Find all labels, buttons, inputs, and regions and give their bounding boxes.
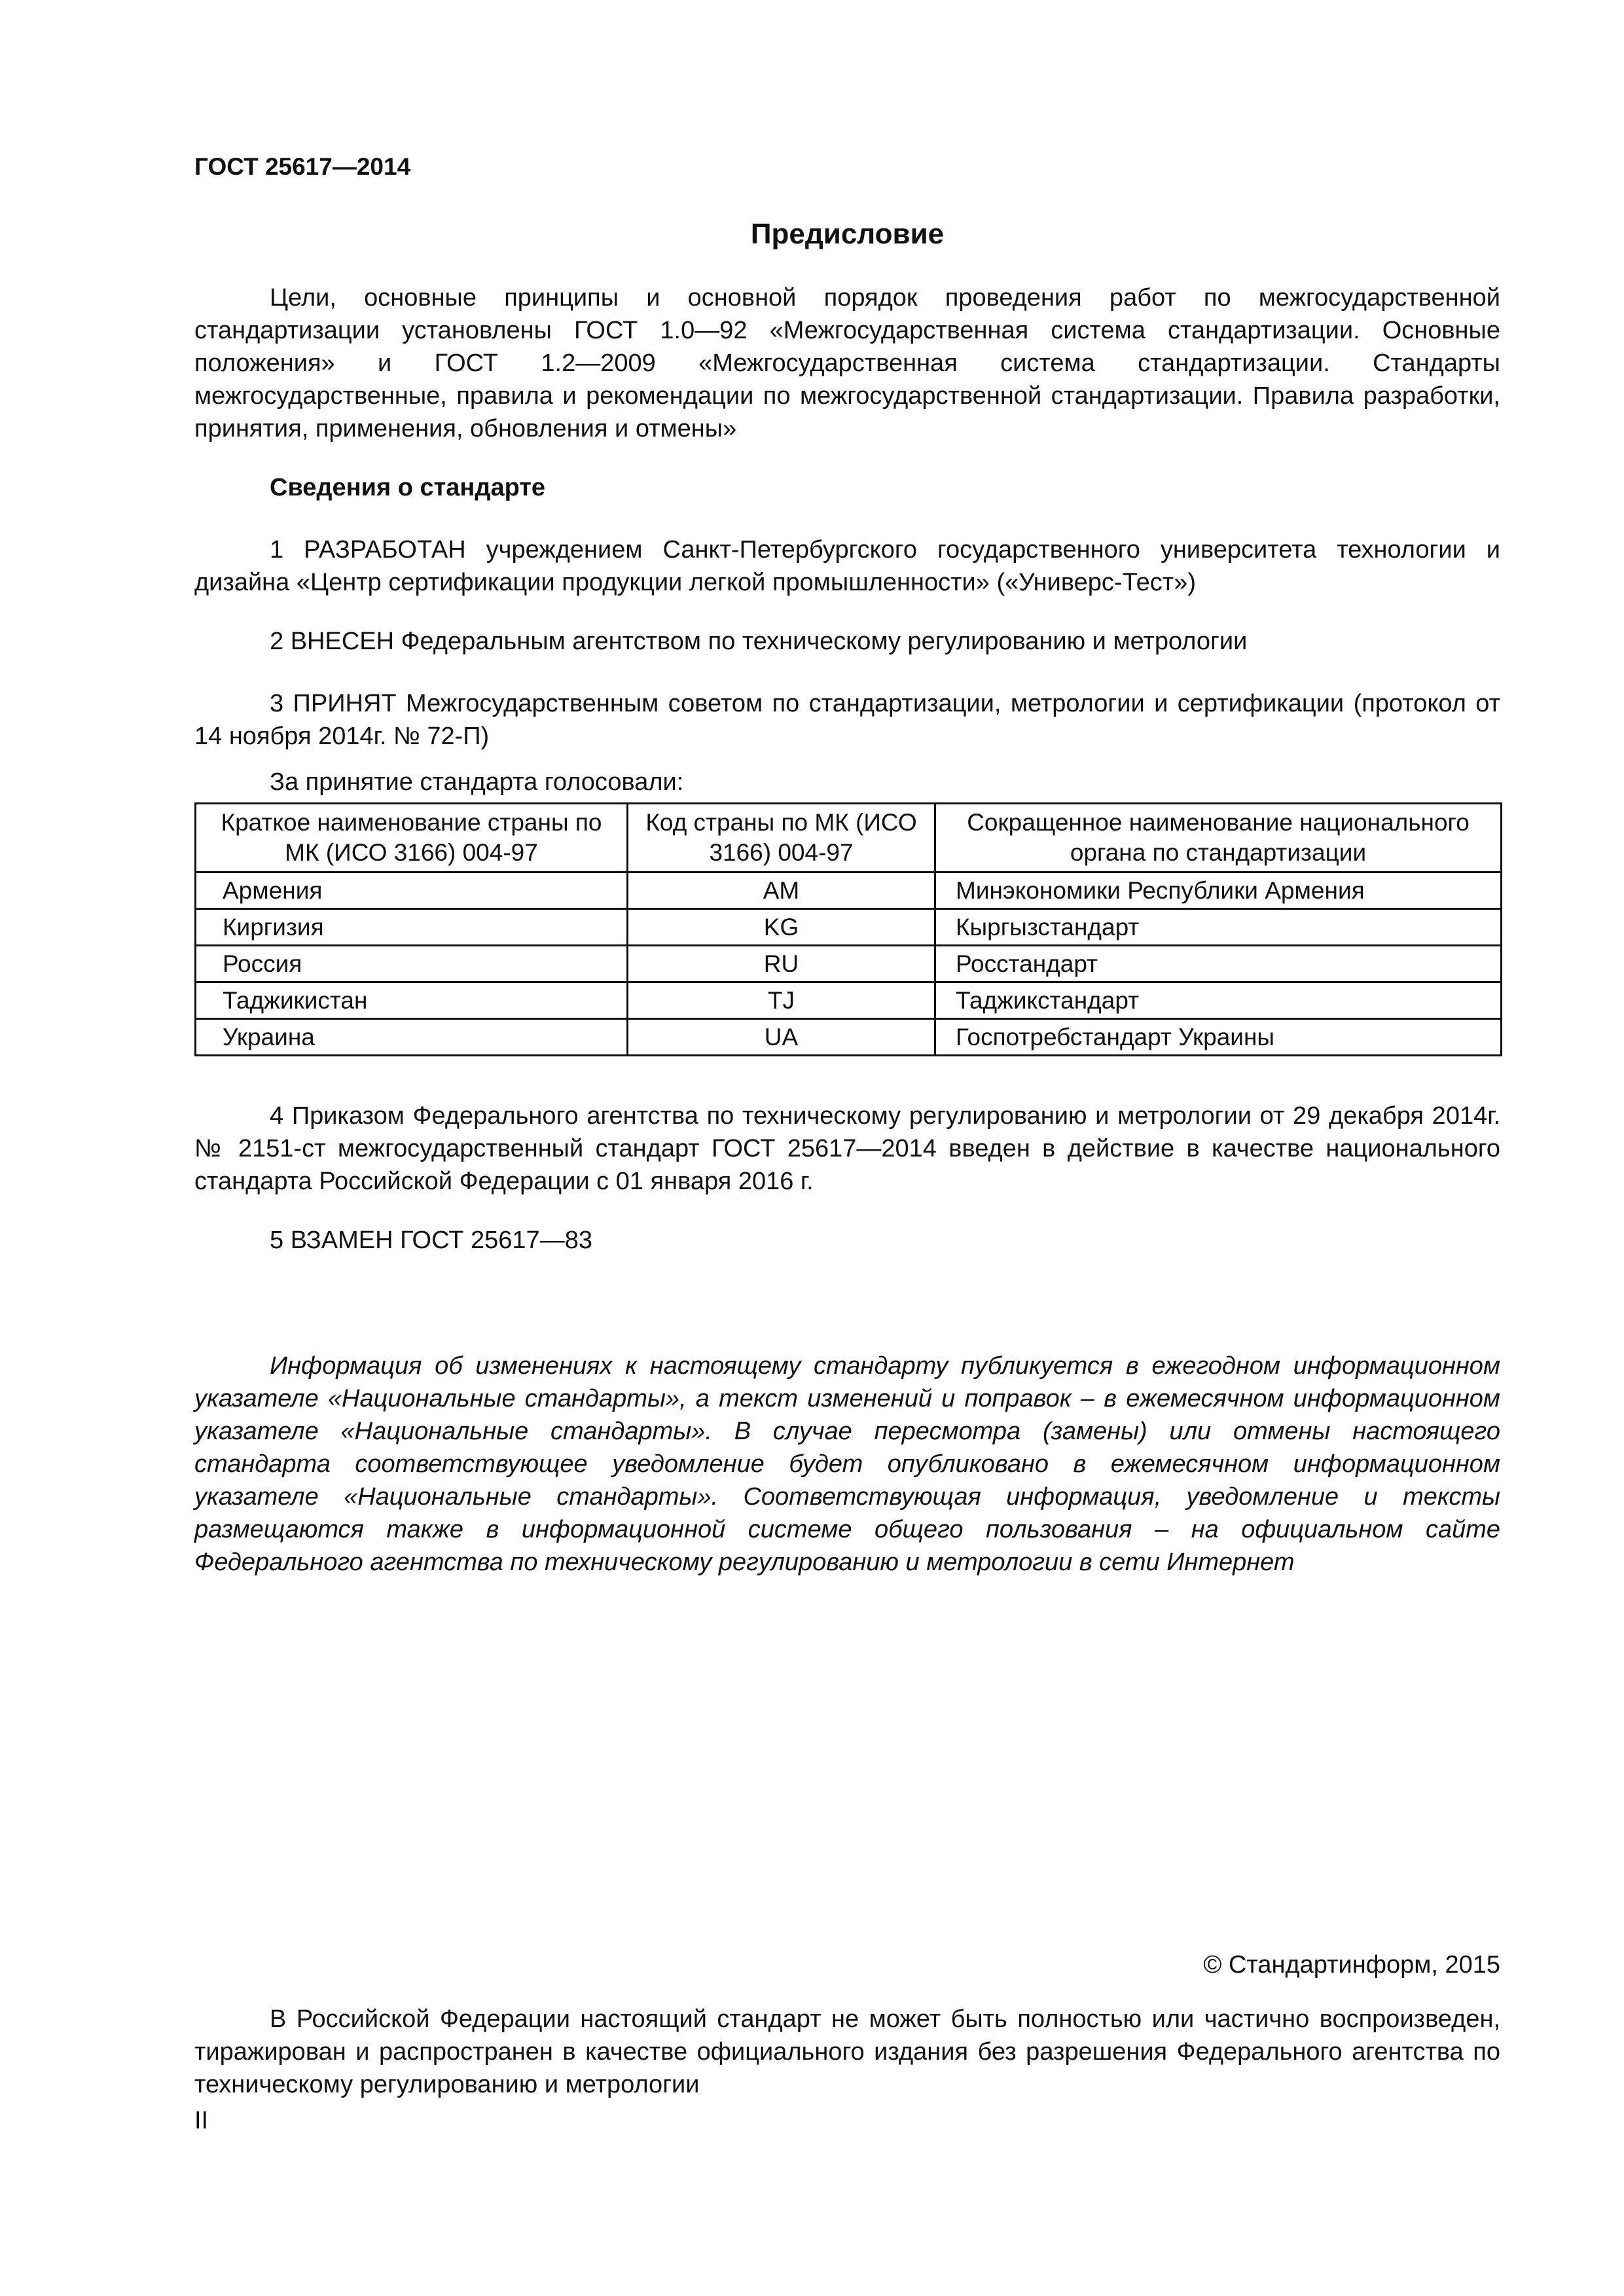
country-name-cell: Россия bbox=[196, 946, 628, 982]
standards-body-cell: Таджикстандарт bbox=[935, 982, 1502, 1019]
page-title: Предисловие bbox=[750, 218, 945, 250]
country-code-cell: AM bbox=[628, 872, 935, 909]
column-header-country-name: Краткое наименование страны по МК (ИСО 3166) 004-97 bbox=[196, 804, 628, 872]
country-name-cell: Киргизия bbox=[196, 909, 628, 946]
item-1-developed: 1 РАЗРАБОТАН учреждением Санкт-Петербургского государственного университета технологии и дизайна «Центр сертификации продукции легкой промышленности» («Универс-Тест») bbox=[194, 536, 1500, 596]
column-header-standards-body: Сокращенное наименование национального органа по стандартизации bbox=[935, 804, 1502, 872]
standards-body-cell: Росстандарт bbox=[935, 946, 1502, 982]
item-3-adopted: 3 ПРИНЯТ Межгосударственным советом по стандартизации, метрологии и сертификации (протокол от 14 ноября 2014г. № 72-П) bbox=[194, 690, 1500, 750]
country-code-cell: KG bbox=[628, 909, 935, 946]
table-row bbox=[196, 982, 1502, 1019]
changes-information-notice: Информация об изменениях к настоящему стандарту публикуется в ежегодном информационном указателе «Национальные стандарты», а текст изменений и поправок – в ежемесячном информационном указателе «Национальные стандарты». В случае пересмотра (замены) или отмены настоящего стандарта соответствующее уведомление будет опубликовано в ежемесячном информационном указателе «Национальные стандарты». Соответствующая информация, уведомление и тексты размещаются также в информационной системе общего пользования – на официальном сайте Федерального агентства по техническому регулированию и метрологии в сети Интернет bbox=[194, 1352, 1500, 1576]
table-header-row bbox=[196, 804, 1502, 872]
vote-caption: За принятие стандарта голосовали: bbox=[270, 768, 684, 796]
column-header-country-code: Код страны по МК (ИСО 3166) 004-97 bbox=[628, 804, 935, 872]
vote-table bbox=[194, 802, 1502, 1056]
item-5-replaces: 5 ВЗАМЕН ГОСТ 25617—83 bbox=[270, 1227, 592, 1254]
country-code-cell: RU bbox=[628, 946, 935, 982]
page-number: II bbox=[194, 2107, 209, 2134]
item-2-submitted: 2 ВНЕСЕН Федеральным агентством по техническому регулированию и метрологии bbox=[270, 628, 1248, 655]
copyright-notice: © Стандартинформ, 2015 bbox=[1203, 1951, 1500, 1979]
standards-body-cell: Минэкономики Республики Армения bbox=[935, 872, 1502, 909]
section-heading: Сведения о стандарте bbox=[270, 474, 546, 501]
reproduction-notice: В Российской Федерации настоящий стандарт не может быть полностью или частично воспроизведен, тиражирован и распространен в качестве официального издания без разрешения Федерального агентства по техническому регулированию и метрологии bbox=[194, 2005, 1500, 2098]
country-name-cell: Армения bbox=[196, 872, 628, 909]
table-row bbox=[196, 872, 1502, 909]
country-name-cell: Украина bbox=[196, 1019, 628, 1056]
standard-code-header: ГОСТ 25617—2014 bbox=[194, 153, 411, 180]
item-4-enactment-order: 4 Приказом Федерального агентства по техническому регулированию и метрологии от 29 декабря 2014г. № 2151-ст межгосударственный стандарт ГОСТ 25617—2014 введен в действие в качестве национального стандарта Российской Федерации с 01 января 2016 г. bbox=[194, 1102, 1500, 1195]
intro-paragraph: Цели, основные принципы и основной порядок проведения работ по межгосударственной стандартизации установлены ГОСТ 1.0—92 «Межгосударственная система стандартизации. Основные положения» и ГОСТ 1.2—2009 «Межгосударственная система стандартизации. Стандарты межгосударственные, правила и рекомендации по межгосударственной стандартизации. Правила разработки, принятия, применения, обновления и отмены» bbox=[194, 284, 1500, 442]
table-row bbox=[196, 946, 1502, 982]
country-code-cell: TJ bbox=[628, 982, 935, 1019]
standards-body-cell: Госпотребстандарт Украины bbox=[935, 1019, 1502, 1056]
table-row bbox=[196, 909, 1502, 946]
table-row bbox=[196, 1019, 1502, 1056]
country-name-cell: Таджикистан bbox=[196, 982, 628, 1019]
standards-body-cell: Кыргызстандарт bbox=[935, 909, 1502, 946]
country-code-cell: UA bbox=[628, 1019, 935, 1056]
